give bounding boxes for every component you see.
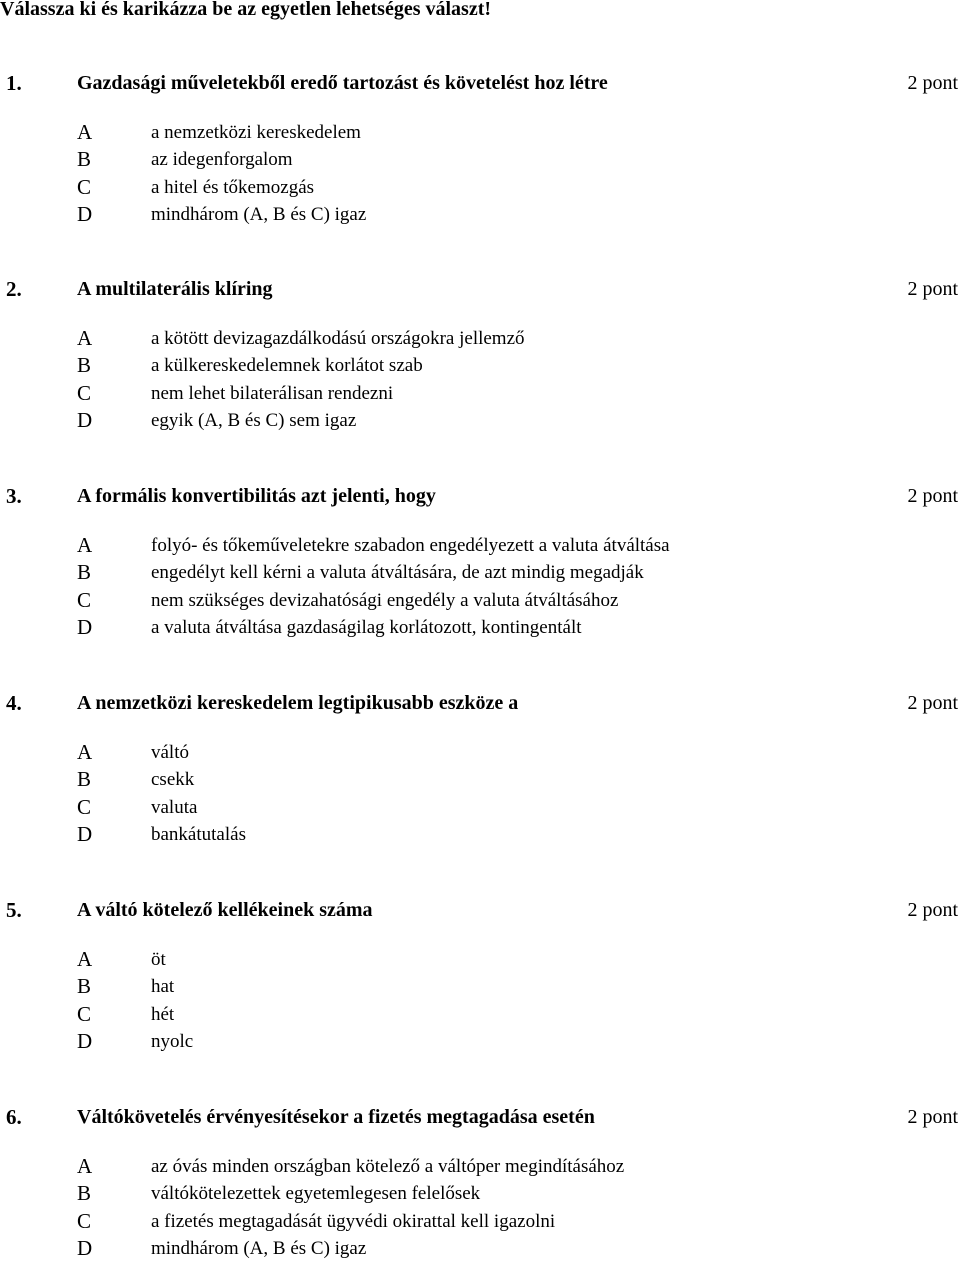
question-header (0, 896, 960, 924)
option-text: nem szükséges devizahatósági engedély a valuta átváltásához (151, 589, 619, 611)
option-letter: B (77, 147, 92, 172)
option-text: engedélyt kell kérni a valuta átváltására, de azt mindig megadják (151, 562, 644, 584)
option-d[interactable] (0, 407, 960, 434)
option-c[interactable] (0, 1001, 960, 1028)
option-text: hat (151, 976, 175, 998)
question-number: 6. (6, 1105, 22, 1129)
option-letter: A (77, 1154, 93, 1178)
option-text: bankátutalás (151, 823, 246, 845)
question-points: 2 pont (907, 72, 958, 94)
option-b[interactable] (0, 559, 960, 586)
option-text: a valuta átváltása gazdaságilag korlátozott, kontingentált (151, 616, 582, 638)
option-a[interactable] (0, 532, 960, 559)
option-text: csekk (151, 769, 195, 791)
option-text: folyó- és tőkeműveletekre szabadon engedélyezett a valuta átváltása (151, 535, 670, 556)
option-d[interactable] (0, 614, 960, 641)
question-text: A formális konvertibilitás azt jelenti, hogy (77, 485, 436, 507)
question-header (0, 1103, 960, 1131)
option-letter: D (77, 614, 93, 639)
question-number: 4. (6, 691, 22, 715)
option-text: váltó (151, 742, 189, 763)
option-b[interactable] (0, 973, 960, 1000)
question-points: 2 pont (907, 1106, 958, 1128)
option-letter: D (77, 201, 93, 226)
question-text: A nemzetközi kereskedelem legtipikusabb eszköze a (77, 692, 519, 714)
question-1 (0, 69, 960, 228)
question-points: 2 pont (907, 899, 958, 921)
option-b[interactable] (0, 1180, 960, 1207)
option-text: a hitel és tőkemozgás (151, 176, 315, 198)
option-d[interactable] (0, 201, 960, 228)
option-text: nyolc (151, 1030, 194, 1052)
option-letter: A (77, 120, 93, 144)
option-text: az idegenforgalom (151, 149, 293, 171)
option-c[interactable] (0, 380, 960, 407)
question-4 (0, 689, 960, 848)
option-text: a kötött devizagazdálkodású országokra jellemző (151, 328, 525, 349)
option-list (0, 946, 960, 1055)
option-letter: C (77, 794, 92, 819)
option-c[interactable] (0, 174, 960, 201)
option-c[interactable] (0, 794, 960, 821)
option-a[interactable] (0, 119, 960, 146)
option-a[interactable] (0, 325, 960, 352)
option-letter: B (77, 560, 92, 585)
option-letter: B (77, 1181, 92, 1206)
option-b[interactable] (0, 352, 960, 379)
option-d[interactable] (0, 1028, 960, 1055)
option-a[interactable] (0, 739, 960, 766)
option-letter: A (77, 947, 93, 971)
question-points: 2 pont (907, 692, 958, 714)
option-letter: D (77, 407, 93, 432)
option-list (0, 119, 960, 228)
option-text: a külkereskedelemnek korlátot szab (151, 355, 423, 377)
option-letter: C (77, 1001, 92, 1026)
option-letter: A (77, 740, 93, 764)
option-text: a fizetés megtagadását ügyvédi okirattal kell igazolni (151, 1210, 556, 1232)
question-text: A multilaterális klíring (77, 278, 273, 300)
option-text: váltókötelezettek egyetemlegesen felelősek (151, 1183, 481, 1205)
option-a[interactable] (0, 1153, 960, 1180)
instruction-text: Válassza ki és karikázza be az egyetlen lehetséges választ! (0, 0, 492, 20)
question-3 (0, 482, 960, 641)
option-text: az óvás minden országban kötelező a váltóper megindításához (151, 1156, 625, 1177)
question-5 (0, 896, 960, 1055)
option-text: valuta (151, 796, 198, 818)
option-c[interactable] (0, 1208, 960, 1235)
option-text: mindhárom (A, B és C) igaz (151, 203, 367, 225)
question-number: 2. (6, 277, 22, 301)
question-header (0, 482, 960, 510)
option-b[interactable] (0, 146, 960, 173)
question-header (0, 275, 960, 303)
option-letter: C (77, 380, 92, 405)
option-letter: C (77, 1208, 92, 1233)
option-letter: B (77, 974, 92, 999)
question-text: Gazdasági műveletekből eredő tartozást és követelést hoz létre (77, 72, 608, 94)
option-letter: B (77, 353, 92, 378)
option-b[interactable] (0, 766, 960, 793)
option-letter: A (77, 533, 93, 557)
option-letter: C (77, 174, 92, 199)
question-text: Váltókövetelés érvényesítésekor a fizetés megtagadása esetén (77, 1106, 595, 1128)
option-c[interactable] (0, 587, 960, 614)
question-number: 3. (6, 484, 22, 508)
option-text: egyik (A, B és C) sem igaz (151, 409, 357, 431)
question-points: 2 pont (907, 485, 958, 507)
option-text: hét (151, 1003, 175, 1025)
option-text: mindhárom (A, B és C) igaz (151, 1237, 367, 1259)
option-text: nem lehet bilaterálisan rendezni (151, 382, 394, 404)
option-list (0, 325, 960, 434)
option-letter: A (77, 326, 93, 350)
option-letter: D (77, 1028, 93, 1053)
option-letter: C (77, 587, 92, 612)
option-text: öt (151, 949, 166, 970)
question-header (0, 689, 960, 717)
option-text: a nemzetközi kereskedelem (151, 122, 361, 143)
question-points: 2 pont (907, 278, 958, 300)
question-header (0, 69, 960, 97)
option-d[interactable] (0, 821, 960, 848)
option-list (0, 532, 960, 641)
question-6 (0, 1103, 960, 1262)
option-letter: D (77, 1235, 93, 1260)
question-number: 5. (6, 898, 22, 922)
option-d[interactable] (0, 1235, 960, 1262)
option-a[interactable] (0, 946, 960, 973)
option-letter: B (77, 767, 92, 792)
question-number: 1. (6, 71, 22, 95)
option-letter: D (77, 821, 93, 846)
option-list (0, 1153, 960, 1262)
question-2 (0, 275, 960, 434)
option-list (0, 739, 960, 848)
question-text: A váltó kötelező kellékeinek száma (77, 899, 373, 921)
